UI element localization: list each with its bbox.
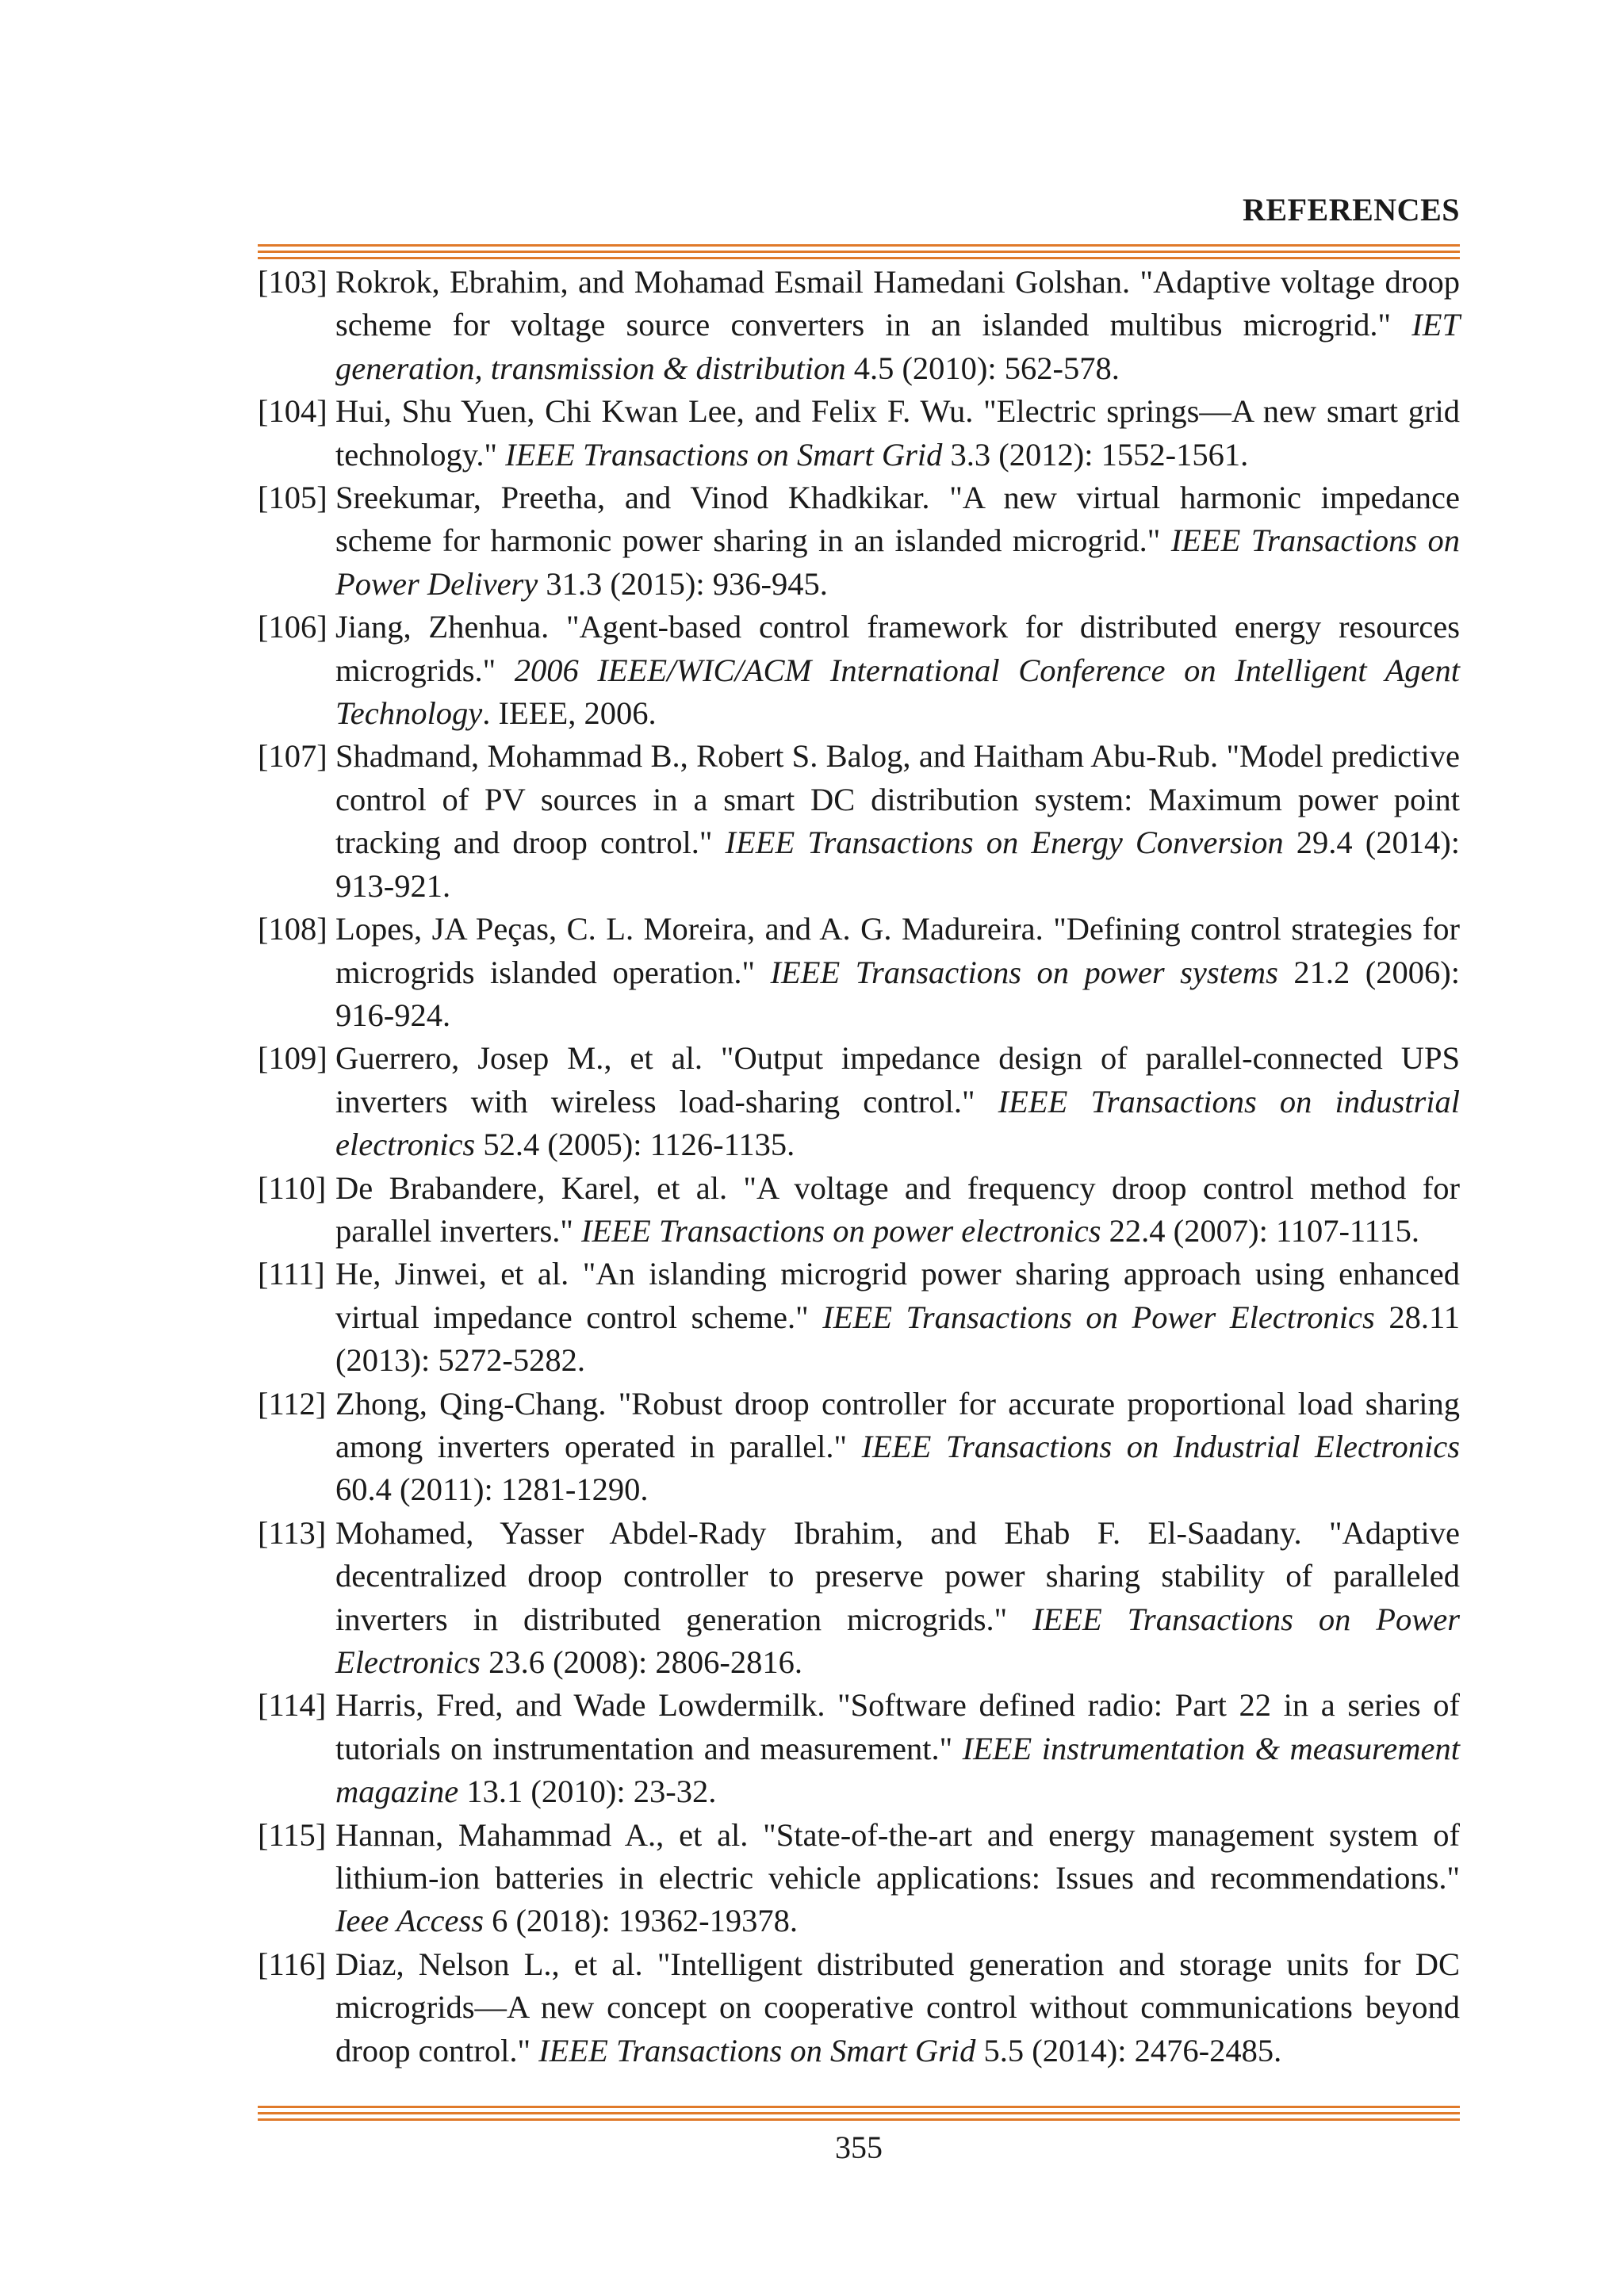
reference-entry (258, 1943, 1460, 2072)
reference-source-title: Ieee Access (335, 1903, 484, 1939)
reference-source-title: IEEE Transactions on Smart Grid (538, 2032, 976, 2068)
reference-source-title: IEEE Transactions on Energy Conversion (725, 825, 1284, 861)
reference-source-title: 2006 IEEE/WIC/ACM International Conference on Intelligent Agent Technology (335, 652, 1461, 732)
reference-entry (258, 261, 1460, 390)
reference-source-title: IEEE Transactions on Power Electronics (335, 1601, 1461, 1680)
reference-entry (258, 1167, 1460, 1253)
footer-rule (258, 2106, 1460, 2121)
header-rule (258, 244, 1460, 259)
reference-details: 23.6 (2008): 2806-2816. (480, 1644, 803, 1680)
reference-entry (258, 1253, 1460, 1382)
reference-text: Lopes, JA Peças, C. L. Moreira, and A. G. Madureira. "Defining control strategies for microgrids islanded operation." (335, 911, 1460, 990)
reference-number: [109] (258, 1040, 327, 1077)
reference-number: [113] (258, 1514, 327, 1551)
reference-text: Shadmand, Mohammad B., Robert S. Balog, and Haitham Abu-Rub. "Model predictive control of PV sources in a smart DC distribution system: Maximum power point tracking and droop control." (335, 738, 1460, 861)
reference-source-title: IEEE instrumentation & measurement magazine (335, 1730, 1460, 1810)
reference-entry (258, 1512, 1460, 1685)
reference-number: [112] (258, 1385, 327, 1422)
reference-source-title: IEEE Transactions on Industrial Electronics (861, 1428, 1460, 1464)
rule-line (258, 2118, 1460, 2121)
reference-text: He, Jinwei, et al. "An islanding microgrid power sharing approach using enhanced virtual impedance control scheme." (335, 1256, 1460, 1335)
reference-entry (258, 606, 1460, 735)
reference-details: 4.5 (2010): 562-578. (845, 350, 1120, 386)
reference-details: 3.3 (2012): 1552-1561. (942, 436, 1249, 473)
reference-details: 28.11 (2013): 5272-5282. (335, 1299, 1460, 1379)
page-header-title: REFERENCES (1243, 192, 1460, 228)
reference-details: 5.5 (2014): 2476-2485. (975, 2032, 1282, 2068)
reference-entry (258, 1037, 1460, 1166)
reference-entry (258, 908, 1460, 1037)
reference-number: [111] (258, 1256, 325, 1292)
reference-source-title: IEEE Transactions on Power Delivery (335, 522, 1460, 602)
rule-line (258, 257, 1460, 259)
reference-details: 22.4 (2007): 1107-1115. (1101, 1212, 1420, 1249)
page-number: 355 (835, 2130, 883, 2165)
reference-entry (258, 735, 1460, 908)
reference-number: [106] (258, 609, 327, 645)
reference-number: [110] (258, 1169, 327, 1206)
reference-number: [114] (258, 1687, 327, 1724)
reference-source-title: IEEE Transactions on Power Electronics (822, 1299, 1375, 1335)
reference-number: [108] (258, 911, 327, 947)
rule-line (258, 2106, 1460, 2108)
reference-number: [107] (258, 738, 327, 775)
reference-entry (258, 1684, 1460, 1813)
reference-number: [105] (258, 480, 327, 516)
reference-text: Hui, Shu Yuen, Chi Kwan Lee, and Felix F. Wu. "Electric springs—A new smart grid technology." (335, 393, 1460, 473)
reference-details: 21.2 (2006): 916-924. (335, 954, 1460, 1033)
reference-text: Jiang, Zhenhua. "Agent-based control framework for distributed energy resources microgrids." (335, 609, 1460, 688)
reference-text: Rokrok, Ebrahim, and Mohamad Esmail Hamedani Golshan. "Adaptive voltage droop scheme for voltage source converters in an islanded multibus microgrid." (335, 264, 1460, 343)
reference-entry (258, 476, 1460, 606)
reference-number: [115] (258, 1816, 327, 1853)
reference-text: Harris, Fred, and Wade Lowdermilk. "Software defined radio: Part 22 in a series of tutorials on instrumentation and measurement." (335, 1687, 1460, 1766)
rule-line (258, 2112, 1460, 2114)
reference-details: 31.3 (2015): 936-945. (538, 565, 828, 602)
reference-text: Mohamed, Yasser Abdel-Rady Ibrahim, and Ehab F. El-Saadany. "Adaptive decentralized droop controller to preserve power sharing stability of paralleled inverters in distributed generation microgrids." (335, 1514, 1460, 1637)
rule-line (258, 244, 1460, 247)
reference-text: Hannan, Mahammad A., et al. "State-of-the-art and energy management system of lithium-ion batteries in electric vehicle applications: Issues and recommendations." (335, 1816, 1460, 1896)
reference-entry (258, 1814, 1460, 1943)
reference-source-title: IEEE Transactions on Smart Grid (505, 436, 943, 473)
reference-text: Zhong, Qing-Chang. "Robust droop controller for accurate proportional load sharing among inverters operated in parallel." (335, 1385, 1460, 1464)
reference-list (258, 261, 1460, 2072)
reference-details: 29.4 (2014): 913-921. (335, 825, 1461, 904)
reference-text: Guerrero, Josep M., et al. "Output impedance design of parallel-connected UPS inverters with wireless load-sharing control." (335, 1040, 1460, 1119)
reference-entry (258, 1383, 1460, 1512)
reference-number: [103] (258, 264, 327, 300)
reference-details: 13.1 (2010): 23-32. (458, 1774, 717, 1810)
reference-number: [116] (258, 1946, 327, 1982)
reference-source-title: IET generation, transmission & distribution (335, 307, 1460, 386)
rule-line (258, 251, 1460, 253)
reference-text: Sreekumar, Preetha, and Vinod Khadkikar. "A new virtual harmonic impedance scheme for harmonic power sharing in an islanded microgrid." (335, 480, 1460, 559)
reference-text: Diaz, Nelson L., et al. "Intelligent distributed generation and storage units for DC microgrids—A new concept on cooperative control without communications beyond droop control." (335, 1946, 1460, 2068)
reference-entry (258, 390, 1460, 476)
reference-text: De Brabandere, Karel, et al. "A voltage and frequency droop control method for parallel inverters." (335, 1169, 1460, 1249)
reference-source-title: IEEE Transactions on power electronics (581, 1212, 1101, 1249)
reference-details: 60.4 (2011): 1281-1290. (335, 1471, 649, 1508)
reference-details: 6 (2018): 19362-19378. (484, 1903, 798, 1939)
reference-details: . IEEE, 2006. (482, 695, 657, 732)
reference-source-title: IEEE Transactions on industrial electronics (335, 1083, 1460, 1163)
reference-details: 52.4 (2005): 1126-1135. (475, 1127, 795, 1163)
reference-source-title: IEEE Transactions on power systems (770, 954, 1278, 990)
reference-number: [104] (258, 393, 327, 430)
